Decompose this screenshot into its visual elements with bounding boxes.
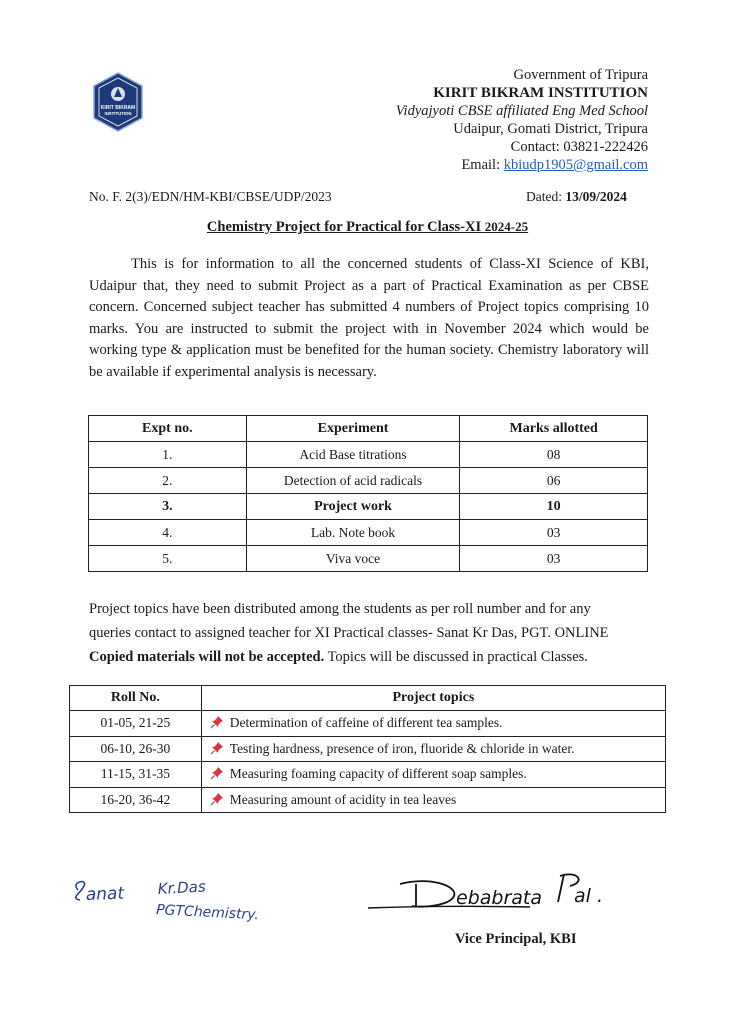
- table-row: [89, 494, 648, 520]
- column-header: Marks allotted: [460, 416, 648, 442]
- table-row: [89, 520, 648, 546]
- pushpin-icon: [210, 741, 224, 755]
- roll-cell: 01-05, 21-25: [70, 711, 202, 737]
- roll-cell: 11-15, 31-35: [70, 762, 202, 788]
- table-cell: Project work: [246, 494, 460, 520]
- table-row: [70, 762, 666, 788]
- topic-text: Testing hardness, presence of iron, fluoride & chloride in water.: [229, 740, 575, 756]
- reference-number: No. F. 2(3)/EDN/HM-KBI/CBSE/UDP/2023: [89, 189, 332, 204]
- table-cell: Viva voce: [246, 546, 460, 572]
- paragraph-line: Project topics have been distributed among the students as per roll number and for any: [89, 601, 591, 617]
- email-line: [396, 156, 648, 174]
- topic-cell: [201, 736, 665, 762]
- topic-cell: [201, 711, 665, 737]
- topic-cell: [201, 787, 665, 813]
- roll-cell: 06-10, 26-30: [70, 736, 202, 762]
- marks-table: [88, 415, 648, 572]
- pushpin-icon: [210, 715, 224, 729]
- notice-paragraph: [89, 254, 649, 384]
- warning-text: Copied materials will not be accepted.: [89, 649, 325, 665]
- table-row: [70, 787, 666, 813]
- table-cell: 03: [460, 520, 648, 546]
- institution-header: [396, 66, 648, 174]
- svg-text:ebabrata: ebabrata: [456, 887, 543, 909]
- table-row: [70, 711, 666, 737]
- title-main: Chemistry Project for Practical for Class-XI: [206, 219, 485, 235]
- topic-text: Measuring amount of acidity in tea leaves: [229, 791, 457, 807]
- table-row: [89, 442, 648, 468]
- column-header: Roll No.: [70, 686, 202, 711]
- paragraph-line: queries contact to assigned teacher for XI Practical classes- Sanat Kr Das, PGT. ONLINE: [89, 625, 609, 641]
- principal-signature: [360, 862, 660, 922]
- pushpin-icon: [210, 792, 224, 806]
- distribution-paragraph: [89, 597, 669, 669]
- institution-name: KIRIT BIKRAM INSTITUTION: [433, 85, 648, 101]
- date-line: [526, 189, 627, 205]
- notice-title: [0, 219, 735, 236]
- logo-text-line2: INSTITUTION: [104, 111, 132, 116]
- school-crest-icon: [92, 72, 144, 132]
- table-header-row: [70, 686, 666, 711]
- column-header: Expt no.: [89, 416, 247, 442]
- svg-text:PGTChemistry.: PGTChemistry.: [155, 902, 260, 924]
- topic-text: Determination of caffeine of different tea samples.: [229, 715, 503, 731]
- table-cell: 08: [460, 442, 648, 468]
- paragraph-text: This is for information to all the concerned students of Class-XI Science of KBI, Udaipur that, they need to submit Project as a part of Practical Examination as per CBSE concern. Concerned subject teacher has submitted 4 numbers of Project topics comprising 10 marks. You are instructed to submit the project with in November 2024 which would be working type & application must be benefited for the human society. Chemistry laboratory will be available if experimental analysis is necessary.: [89, 256, 649, 380]
- logo-text-line1: KIRIT BIKRAM: [100, 105, 136, 111]
- roll-cell: 16-20, 36-42: [70, 787, 202, 813]
- svg-text:al .: al .: [574, 885, 604, 907]
- table-cell: Lab. Note book: [246, 520, 460, 546]
- table-row: [89, 546, 648, 572]
- contact-line: Contact: 03821-222426: [510, 139, 648, 155]
- address-line: Udaipur, Gomati District, Tripura: [453, 121, 648, 137]
- pushpin-icon: [210, 766, 224, 780]
- topics-table: [69, 685, 666, 813]
- table-row: [89, 468, 648, 494]
- column-header: Experiment: [246, 416, 460, 442]
- affiliation-line: Vidyajyoti CBSE affiliated Eng Med School: [395, 103, 648, 119]
- government-line: Government of Tripura: [513, 67, 648, 83]
- table-header-row: [89, 416, 648, 442]
- table-cell: 3.: [89, 494, 247, 520]
- svg-text:Kr.Das: Kr.Das: [157, 877, 207, 898]
- paragraph-text: Topics will be discussed in practical Classes.: [324, 649, 588, 665]
- table-cell: Detection of acid radicals: [246, 468, 460, 494]
- principal-title: Vice Principal, KBI: [455, 931, 577, 947]
- table-cell: 2.: [89, 468, 247, 494]
- table-cell: 06: [460, 468, 648, 494]
- paragraph-line: [89, 645, 669, 669]
- email-link[interactable]: kbiudp1905@gmail.com: [503, 157, 648, 173]
- title-year: 2024-25: [484, 219, 529, 234]
- date-value: 13/09/2024: [565, 189, 627, 204]
- svg-text:anat: anat: [85, 883, 125, 905]
- topic-text: Measuring foaming capacity of different soap samples.: [229, 766, 527, 782]
- dated-label: Dated:: [526, 189, 566, 204]
- topic-cell: [201, 762, 665, 788]
- table-cell: 5.: [89, 546, 247, 572]
- table-cell: 4.: [89, 520, 247, 546]
- email-label: Email:: [461, 157, 504, 173]
- table-row: [70, 736, 666, 762]
- teacher-signature: [66, 870, 306, 930]
- table-cell: 1.: [89, 442, 247, 468]
- table-cell: 03: [460, 546, 648, 572]
- column-header: Project topics: [201, 686, 665, 711]
- table-cell: 10: [460, 494, 648, 520]
- table-cell: Acid Base titrations: [246, 442, 460, 468]
